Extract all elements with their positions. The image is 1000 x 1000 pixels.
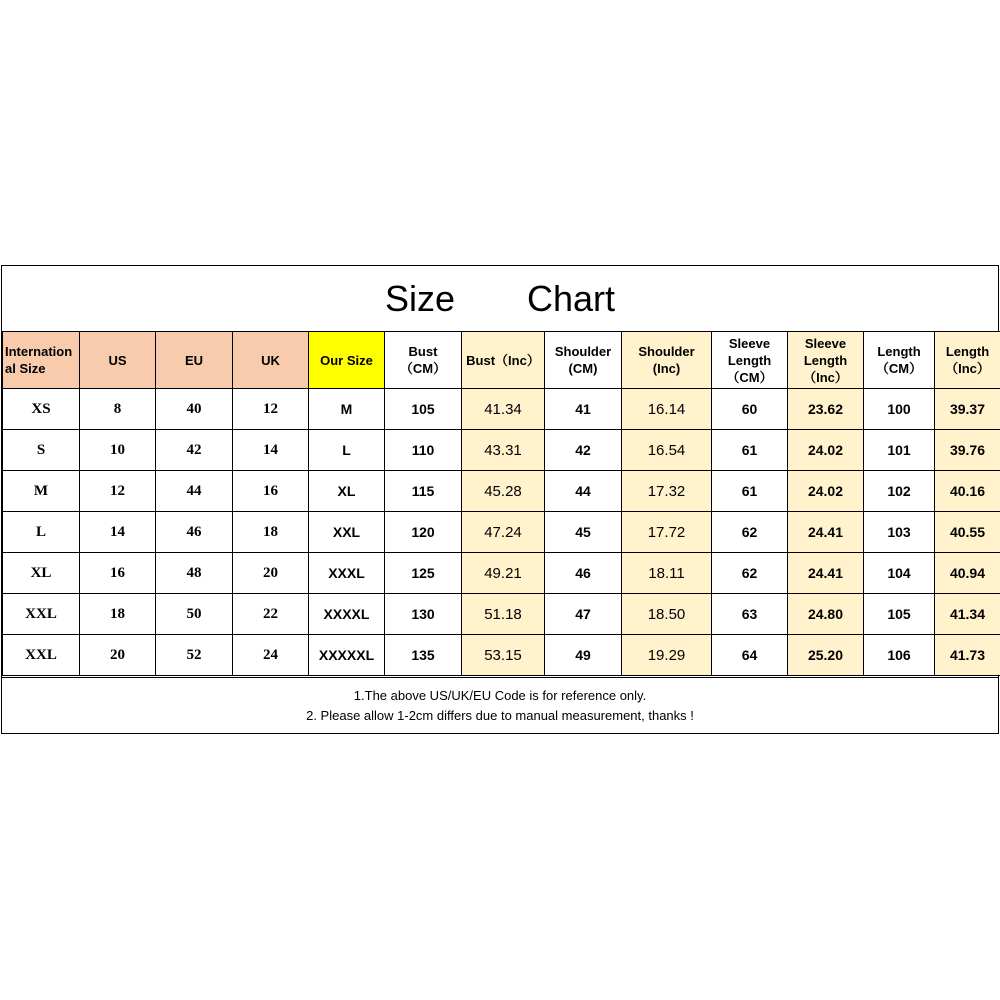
table-cell: XS (3, 389, 80, 430)
header-international-size: International Size (3, 332, 80, 389)
table-cell: 40.55 (935, 512, 1000, 553)
table-row (3, 553, 1000, 594)
header-sleeve-length-cm: Sleeve Length （CM） (712, 332, 788, 389)
table-cell: 105 (864, 594, 935, 635)
header-length-cm: Length （CM） (864, 332, 935, 389)
table-cell: XXXL (309, 553, 385, 594)
table-cell: 62 (712, 553, 788, 594)
table-cell: 45.28 (462, 471, 545, 512)
table-cell: 104 (864, 553, 935, 594)
table-cell: 12 (233, 389, 309, 430)
table-cell: 53.15 (462, 635, 545, 676)
table-cell: 18.50 (622, 594, 712, 635)
table-cell: XXL (309, 512, 385, 553)
table-row (3, 471, 1000, 512)
table-cell: 39.37 (935, 389, 1000, 430)
table-cell: 61 (712, 430, 788, 471)
table-cell: M (309, 389, 385, 430)
table-cell: 43.31 (462, 430, 545, 471)
table-cell: 102 (864, 471, 935, 512)
header-our-size: Our Size (309, 332, 385, 389)
table-cell: 110 (385, 430, 462, 471)
table-cell: 24.02 (788, 471, 864, 512)
table-cell: 22 (233, 594, 309, 635)
table-cell: 20 (80, 635, 156, 676)
table-cell: 17.32 (622, 471, 712, 512)
table-cell: 16.54 (622, 430, 712, 471)
table-cell: XXXXL (309, 594, 385, 635)
table-cell: 16 (233, 471, 309, 512)
table-cell: 8 (80, 389, 156, 430)
table-cell: 40.16 (935, 471, 1000, 512)
header-bust-cm: Bust （CM） (385, 332, 462, 389)
table-cell: XL (309, 471, 385, 512)
table-cell: 60 (712, 389, 788, 430)
table-cell: 64 (712, 635, 788, 676)
table-cell: 16 (80, 553, 156, 594)
table-cell: 41.34 (935, 594, 1000, 635)
table-cell: 101 (864, 430, 935, 471)
table-cell: 40.94 (935, 553, 1000, 594)
table-cell: 50 (156, 594, 233, 635)
table-cell: 46 (545, 553, 622, 594)
table-cell: 100 (864, 389, 935, 430)
chart-title: Size Chart (384, 277, 616, 319)
table-cell: 48 (156, 553, 233, 594)
table-cell: 120 (385, 512, 462, 553)
table-cell: 62 (712, 512, 788, 553)
table-body (3, 389, 1000, 676)
header-eu: EU (156, 332, 233, 389)
table-cell: 17.72 (622, 512, 712, 553)
table-cell: 24.41 (788, 512, 864, 553)
table-cell: 16.14 (622, 389, 712, 430)
table-cell: 19.29 (622, 635, 712, 676)
table-cell: 42 (545, 430, 622, 471)
table-cell: L (3, 512, 80, 553)
header-us: US (80, 332, 156, 389)
table-cell: 40 (156, 389, 233, 430)
table-cell: 10 (80, 430, 156, 471)
table-cell: 14 (233, 430, 309, 471)
table-cell: 41.73 (935, 635, 1000, 676)
header-length-inc: Length （Inc） (935, 332, 1000, 389)
table-row (3, 389, 1000, 430)
table-cell: L (309, 430, 385, 471)
table-cell: 18 (233, 512, 309, 553)
notes (2, 677, 998, 733)
table-cell: S (3, 430, 80, 471)
table-row (3, 594, 1000, 635)
table-cell: 23.62 (788, 389, 864, 430)
table-cell: 12 (80, 471, 156, 512)
table-cell: 18.11 (622, 553, 712, 594)
table-cell: 41 (545, 389, 622, 430)
header-sleeve-length-inc: Sleeve Length （Inc） (788, 332, 864, 389)
table-row (3, 430, 1000, 471)
table-cell: 47.24 (462, 512, 545, 553)
table-cell: M (3, 471, 80, 512)
table-cell: XL (3, 553, 80, 594)
table-cell: 44 (545, 471, 622, 512)
note-2: 2. Please allow 1-2cm differs due to manual measurement, thanks ! (306, 707, 694, 723)
table-cell: 52 (156, 635, 233, 676)
header-shoulder-inc: Shoulder (Inc) (622, 332, 712, 389)
table-cell: 25.20 (788, 635, 864, 676)
table-cell: 44 (156, 471, 233, 512)
table-cell: 49.21 (462, 553, 545, 594)
table-cell: 130 (385, 594, 462, 635)
table-cell: 51.18 (462, 594, 545, 635)
table-row (3, 635, 1000, 676)
table-cell: 24 (233, 635, 309, 676)
table-cell: 103 (864, 512, 935, 553)
table-cell: 39.76 (935, 430, 1000, 471)
header-shoulder-cm: Shoulder (CM) (545, 332, 622, 389)
table-cell: 115 (385, 471, 462, 512)
size-chart (1, 265, 999, 734)
table-cell: XXXXXL (309, 635, 385, 676)
header-uk: UK (233, 332, 309, 389)
table-cell: 105 (385, 389, 462, 430)
size-table (2, 331, 1000, 676)
table-cell: 18 (80, 594, 156, 635)
table-cell: 135 (385, 635, 462, 676)
note-1: 1.The above US/UK/EU Code is for reference only. (353, 687, 647, 703)
table-cell: 125 (385, 553, 462, 594)
header-bust-inc: Bust（Inc） (462, 332, 545, 389)
table-cell: 46 (156, 512, 233, 553)
table-cell: 61 (712, 471, 788, 512)
table-cell: 14 (80, 512, 156, 553)
table-cell: 45 (545, 512, 622, 553)
table-cell: 42 (156, 430, 233, 471)
table-cell: 24.80 (788, 594, 864, 635)
table-cell: 41.34 (462, 389, 545, 430)
table-cell: 106 (864, 635, 935, 676)
table-cell: 63 (712, 594, 788, 635)
table-cell: 47 (545, 594, 622, 635)
table-cell: 49 (545, 635, 622, 676)
table-cell: 24.02 (788, 430, 864, 471)
table-cell: 20 (233, 553, 309, 594)
table-row (3, 512, 1000, 553)
table-cell: XXL (3, 594, 80, 635)
header-row (3, 332, 1000, 389)
table-cell: XXL (3, 635, 80, 676)
table-cell: 24.41 (788, 553, 864, 594)
